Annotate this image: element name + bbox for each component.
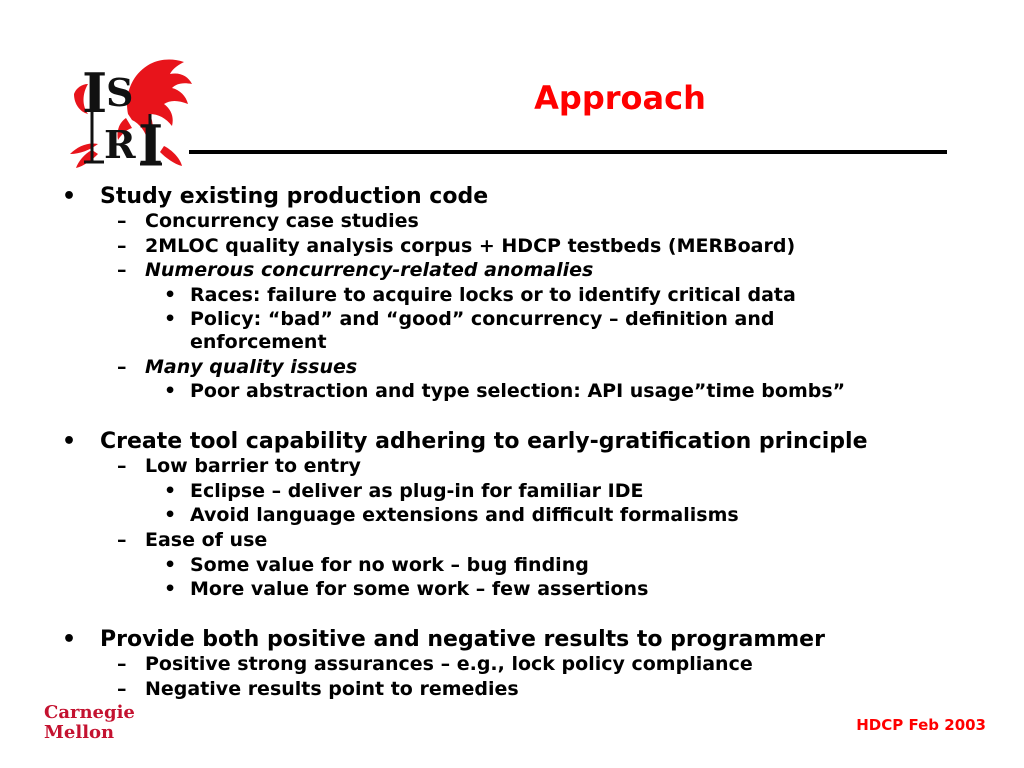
logo-letter-i-top: I (82, 61, 108, 125)
detail-item: enforcement (190, 331, 327, 353)
bullet-icon: • (62, 429, 77, 455)
bullet-icon: • (164, 283, 177, 306)
dash-icon: – (117, 677, 127, 700)
sub-item: Negative results point to remedies (145, 677, 519, 700)
detail-item: Eclipse – deliver as plug-in for familiar IDE (190, 479, 644, 502)
sub-item: Ease of use (145, 529, 268, 551)
bullet-icon: • (164, 308, 177, 331)
dash-icon: – (117, 653, 127, 676)
logo-letter-i-bottom: I (138, 113, 164, 170)
dash-icon: – (117, 234, 127, 257)
dash-icon: – (117, 529, 127, 551)
slide-title: Approach (534, 79, 706, 117)
dash-icon: – (117, 259, 127, 282)
bullet-icon: • (62, 627, 77, 653)
dash-icon: – (117, 355, 127, 378)
detail-item: Poor abstraction and type selection: API usage”time bombs” (190, 380, 846, 403)
carnegie-mellon-logo (44, 703, 135, 743)
bullet-icon: • (62, 184, 77, 209)
sub-item: Many quality issues (145, 355, 358, 378)
logo-letter-r: R (104, 122, 136, 167)
cmu-line-2: Mellon (44, 722, 115, 743)
bullet-icon: • (164, 553, 177, 576)
bullet-icon: • (164, 504, 177, 527)
cmu-line-1: Carnegie (44, 702, 135, 723)
detail-item: Policy: “bad” and “good” concurrency – definition and (190, 308, 775, 331)
detail-item: Avoid language extensions and difficult formalisms (190, 504, 739, 527)
dash-icon: – (117, 210, 127, 232)
sub-item: Positive strong assurances – e.g., lock policy compliance (145, 653, 753, 676)
section-heading: Provide both positive and negative results to programmer (100, 627, 825, 653)
detail-item: Races: failure to acquire locks or to identify critical data (190, 283, 796, 306)
logo-letter-s: S (106, 70, 134, 115)
detail-item: More value for some work – few assertions (190, 578, 649, 601)
detail-item: Some value for no work – bug finding (190, 553, 589, 576)
sub-item: Concurrency case studies (145, 210, 419, 232)
bullet-icon: • (164, 578, 177, 601)
sub-item: Numerous concurrency-related anomalies (145, 259, 594, 282)
footer-text: HDCP Feb 2003 (856, 716, 986, 734)
bullet-icon: • (164, 479, 177, 502)
sub-item: Low barrier to entry (145, 455, 361, 478)
section-heading: Create tool capability adhering to early-gratification principle (100, 429, 868, 455)
dash-icon: – (117, 455, 127, 478)
sub-item: 2MLOC quality analysis corpus + HDCP testbeds (MERBoard) (145, 234, 796, 257)
bullet-icon: • (164, 380, 177, 403)
section-heading: Study existing production code (100, 184, 489, 209)
